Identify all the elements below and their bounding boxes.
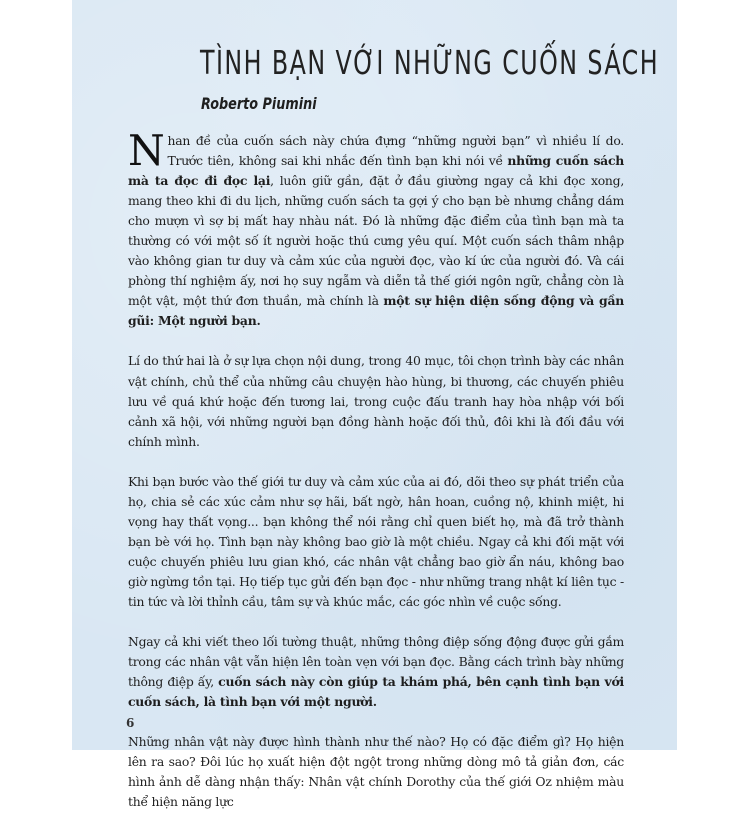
- bold-text-segment: cuốn sách này còn giúp ta khám phá, bên cạnh tình bạn với cuốn sách, là tình bạn với một người.: [128, 674, 624, 710]
- text-segment: , luôn giữ gần, đặt ở đầu giường ngay cả khi đọc xong, mang theo khi đi du lịch, những cuốn sách ta gợi ý cho bạn bè nhưng chẳng dám cho mượn vì sợ bị mất hay nhàu nát. Đó là những đặc điểm của tình bạn mà ta thường có với một số ít người hoặc thú cưng yêu quí. Một cuốn sách thâm nhập vào không gian tư duy và cảm xúc của người đọc, vào kí ức của người đó. Và cái phòng thí nghiệm ấy, nơi họ suy ngẫm và diễn tả thế giới ngôn ngữ, chẳng còn là một vật, một thứ đơn thuần, mà chính là: [128, 173, 625, 309]
- text-segment: Khi bạn bước vào thế giới tư duy và cảm xúc của ai đó, dõi theo sự phát triển của họ, chia sẻ các xúc cảm như sợ hãi, bất ngờ, hân hoan, cuồng nộ, khinh miệt, hi vọng hay thất vọng... bạn không thể nói rằng chỉ quen biết họ, mà đã trở thành bạn bè với họ. Tình bạn này không bao giờ là một chiều. Ngay cả khi đối mặt với cuộc chuyến phiêu lưu gian khó, các nhân vật chẳng bao giờ ẩn náu, không bao giờ ngừng tồn tại. Họ tiếp tục gửi đến bạn đọc - như những trang nhật kí liên tục - tin tức và lời thỉnh cầu, tâm sự và khúc mắc, các góc nhìn về cuộc sống.: [128, 473, 624, 609]
- text-segment: han đề của cuốn sách này chứa đựng “những người bạn” vì nhiều lí do. Trước tiên, không sai khi nhắc đến tình bạn khi nói về: [167, 133, 624, 169]
- paragraph-5: [128, 732, 624, 812]
- body-text: [128, 126, 625, 832]
- author-name: Roberto Piumini: [201, 94, 317, 113]
- paragraph-1: [128, 126, 625, 331]
- drop-cap: N: [128, 126, 165, 175]
- bold-text-segment: những cuốn sách mà ta đọc đi đọc lại: [128, 153, 624, 189]
- paragraph-4: [128, 632, 624, 712]
- text-segment: Những nhân vật này được hình thành như thế nào? Họ có đặc điểm gì? Họ hiện lên ra sao? Đôi lúc họ xuất hiện đột ngột trong những dòng mô tả giản đơn, các hình ảnh dễ dàng nhận thấy: Nhân vật chính Dorothy của thế giới Oz nhiệm màu thể hiện năng lực: [128, 734, 624, 810]
- page-title: TÌNH BẠN VỚI NHỮNG CUỐN SÁCH: [200, 43, 660, 82]
- bold-text-segment: một sự hiện diện sống động và gần gũi: Một người bạn.: [128, 293, 624, 329]
- page-number: 6: [126, 716, 135, 730]
- text-segment: Lí do thứ hai là ở sự lựa chọn nội dung, trong 40 mục, tôi chọn trình bày các nhân vật chính, chủ thể của những câu chuyện hào hùng, bi thương, các chuyến phiêu lưu về quá khứ hoặc đến tương lai, trong cuộc đấu tranh hay hòa nhập với bối cảnh xã hội, với những người bạn đồng hành hoặc đối thủ, đôi khi là đối đầu với chính mình.: [128, 353, 624, 449]
- paragraph-2: [128, 351, 624, 451]
- text-segment: Ngay cả khi viết theo lối tường thuật, những thông điệp sống động được gửi gắm trong các nhân vật vẫn hiện lên toàn vẹn với bạn đọc. Bằng cách trình bày những thông điệp ấy,: [128, 634, 624, 690]
- paragraph-3: [128, 472, 624, 612]
